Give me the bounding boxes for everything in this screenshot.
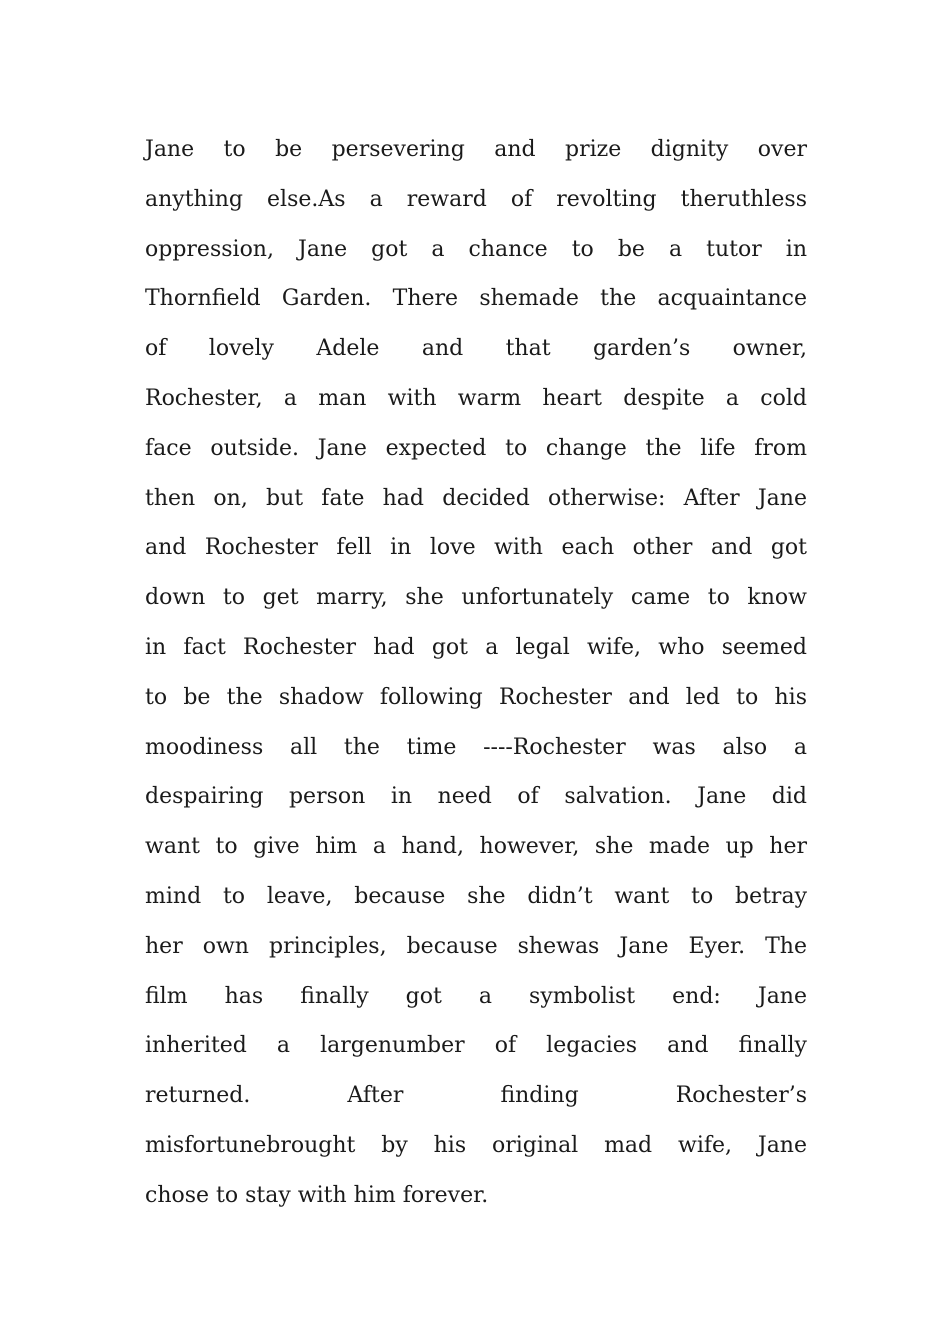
text-line: oppression, Jane got a chance to be a tutor in [145,236,807,262]
text-line: and Rochester fell in love with each other and got [145,535,807,561]
body-paragraph [145,125,807,1221]
text-line: misfortunebrought by his original mad wife, Jane [145,1132,807,1158]
text-line: chose to stay with him forever. [145,1182,489,1208]
text-line: film has finally got a symbolist end: Jane [145,983,807,1009]
text-line: her own principles, because shewas Jane Eyer. The [145,933,807,959]
text-line: Rochester, a man with warm heart despite a cold [145,385,807,411]
text-line: to be the shadow following Rochester and led to his [145,684,807,710]
text-line: inherited a largenumber of legacies and finally [145,1033,807,1059]
text-line: face outside. Jane expected to change the life from [145,435,807,461]
text-line: want to give him a hand, however, she made up her [145,834,807,860]
text-line: Jane to be persevering and prize dignity over [145,137,807,162]
text-line: then on, but fate had decided otherwise: After Jane [145,485,807,511]
text-line: returned. After finding Rochester’s [145,1083,807,1109]
text-line: mind to leave, because she didn’t want to betray [145,883,807,909]
text-line: of lovely Adele and that garden’s owner, [145,336,807,362]
text-line: in fact Rochester had got a legal wife, who seemed [145,634,807,660]
text-line: Thornfield Garden. There shemade the acquaintance [145,286,807,312]
text-line: despairing person in need of salvation. Jane did [145,784,807,810]
text-line: down to get marry, she unfortunately came to know [145,585,807,611]
text-line: moodiness all the time ----Rochester was also a [145,734,807,760]
text-line: anything else.As a reward of revolting theruthless [145,186,807,212]
